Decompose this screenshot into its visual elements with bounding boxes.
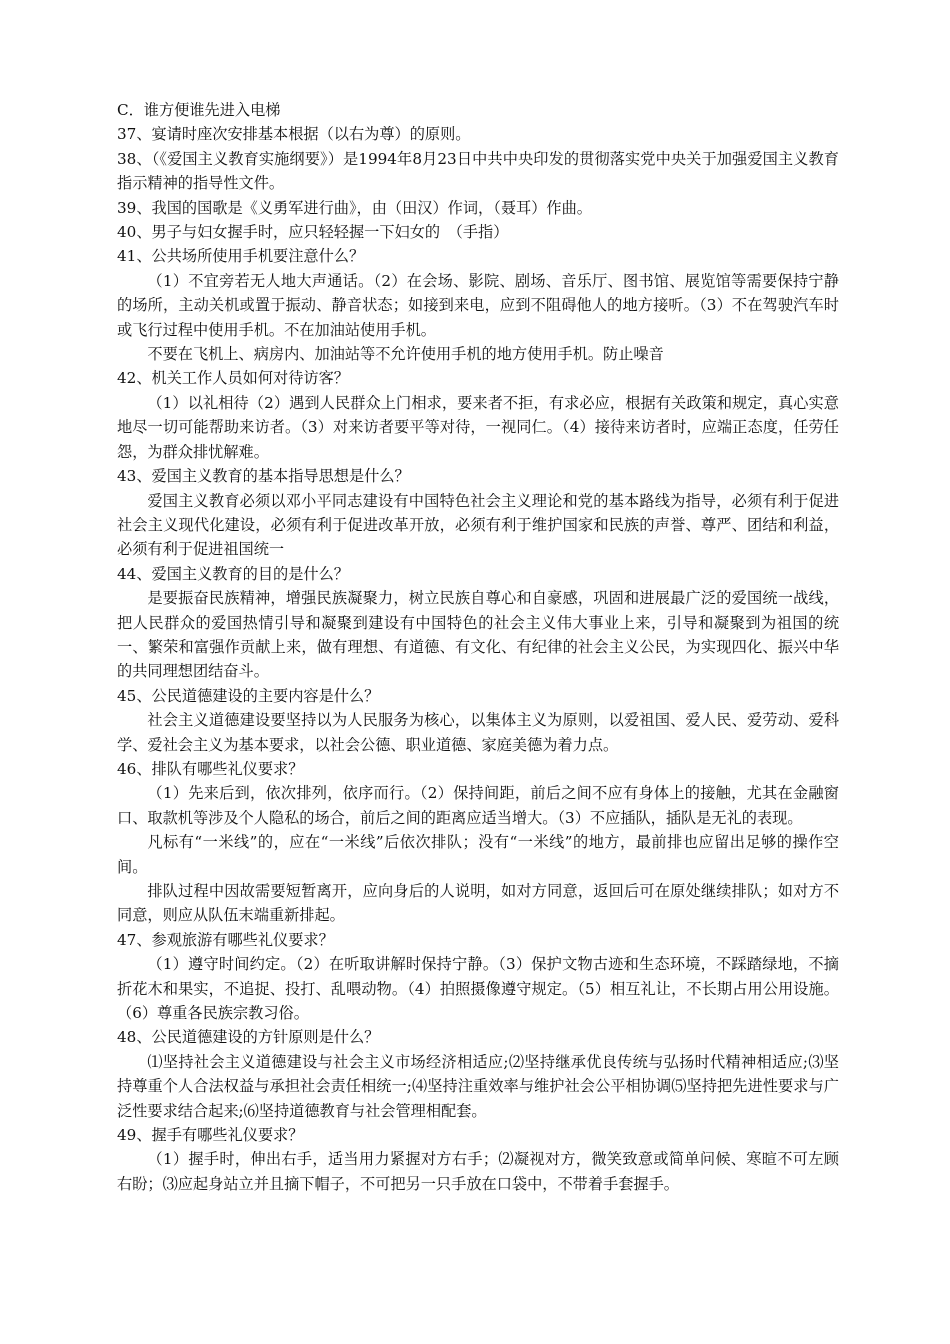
- question-line: 37、宴请时座次安排基本根据（以右为尊）的原则。: [117, 125, 471, 144]
- answer-paragraph: 不要在飞机上、病房内、加油站等不允许使用手机的地方使用手机。防止噪音: [147, 345, 664, 364]
- question-heading: 44、爱国主义教育的目的是什么？: [117, 564, 349, 583]
- answer-paragraph: （1）以礼相待（2）遇到人民群众上门相求，要来者不拒，有求必应，根据有关政策和规定，真心实意地尽一切可能帮助来访者。（3）对来访者要平等对待，一视同仁。（4）接待来访者时，应端正态度，任劳任怨，为群众排忧解难。: [117, 393, 839, 461]
- question-heading: 45、公民道德建设的主要内容是什么？: [117, 686, 380, 705]
- answer-paragraph: 爱国主义教育必须以邓小平同志建设有中国特色社会主义理论和党的基本路线为指导，必须有利于促进社会主义现代化建设，必须有利于促进改革开放，必须有利于维护国家和民族的声誉、尊严、团结和利益，必须有利于促进祖国统一: [117, 491, 839, 559]
- question-heading: 48、公民道德建设的方针原则是什么？: [117, 1028, 380, 1047]
- answer-paragraph: 排队过程中因故需要短暂离开，应向身后的人说明，如对方同意，返回后可在原处继续排队；如对方不同意，则应从队伍末端重新排起。: [117, 882, 839, 925]
- document-page: [117, 98, 839, 1196]
- question-line: 40、男子与妇女握手时，应只轻轻握一下妇女的 （手指）: [117, 223, 509, 242]
- text-line: C．谁方便谁先进入电梯: [117, 101, 281, 119]
- question-line: 39、我国的国歌是《义勇军进行曲》，由（田汉）作词，（聂耳）作曲。: [117, 198, 592, 217]
- question-heading: 46、排队有哪些礼仪要求？: [117, 759, 304, 778]
- question-heading: 41、公共场所使用手机要注意什么？: [117, 247, 365, 266]
- answer-paragraph: 社会主义道德建设要坚持以为人民服务为核心，以集体主义为原则，以爱祖国、爱人民、爱劳动、爱科学、爱社会主义为基本要求，以社会公德、职业道德、家庭美德为着力点。: [117, 711, 839, 754]
- question-heading: 42、机关工作人员如何对待访客？: [117, 369, 349, 388]
- question-heading: 43、爱国主义教育的基本指导思想是什么？: [117, 467, 410, 486]
- answer-paragraph: （1）先来后到，依次排列，依序而行。（2）保持间距，前后之间不应有身体上的接触，尤其在金融窗口、取款机等涉及个人隐私的场合，前后之间的距离应适当增大。（3）不应插队，插队是无礼的表现。: [117, 784, 839, 827]
- answer-paragraph: ⑴坚持社会主义道德建设与社会主义市场经济相适应;⑵坚持继承优良传统与弘扬时代精神相适应;⑶坚持尊重个人合法权益与承担社会责任相统一;⑷坚持注重效率与维护社会公平相协调⑸坚持把先进性要求与广泛性要求结合起来;⑹坚持道德教育与社会管理相配套。: [117, 1052, 839, 1120]
- answer-paragraph: （1）遵守时间约定。（2）在听取讲解时保持宁静。（3）保护文物古迹和生态环境，不踩踏绿地，不摘折花木和果实，不追捉、投打、乱喂动物。（4）拍照摄像遵守规定。（5）相互礼让，不长期占用公用设施。（6）尊重各民族宗教习俗。: [117, 955, 839, 1023]
- answer-paragraph: （1）不宜旁若无人地大声通话。（2）在会场、影院、剧场、音乐厅、图书馆、展览馆等需要保持宁静的场所，主动关机或置于振动、静音状态；如接到来电，应到不阻碍他人的地方接听。（3）不在驾驶汽车时或飞行过程中使用手机。不在加油站使用手机。: [117, 271, 839, 339]
- question-heading: 49、握手有哪些礼仪要求？: [117, 1126, 304, 1145]
- question-heading: 47、参观旅游有哪些礼仪要求？: [117, 930, 334, 949]
- answer-paragraph: 是要振奋民族精神，增强民族凝聚力，树立民族自尊心和自豪感，巩固和进展最广泛的爱国统一战线，把人民群众的爱国热情引导和凝聚到建设有中国特色的社会主义伟大事业上来，引导和凝聚到为祖国的统一、繁荣和富强作贡献上来，做有理想、有道德、有文化、有纪律的社会主义公民，为实现四化、振兴中华的共同理想团结奋斗。: [117, 589, 839, 681]
- answer-paragraph: 凡标有“一米线”的，应在“一米线”后依次排队；没有“一米线”的地方，最前排也应留出足够的操作空间。: [117, 833, 839, 876]
- question-line: 38、（《爱国主义教育实施纲要》）是1994年8月23日中共中央印发的贯彻落实党中央关于加强爱国主义教育指示精神的指导性文件。: [117, 149, 839, 193]
- answer-paragraph: （1）握手时，伸出右手，适当用力紧握对方右手；⑵凝视对方，微笑致意或简单问候、寒暄不可左顾右盼；⑶应起身站立并且摘下帽子，不可把另一只手放在口袋中，不带着手套握手。: [117, 1150, 839, 1193]
